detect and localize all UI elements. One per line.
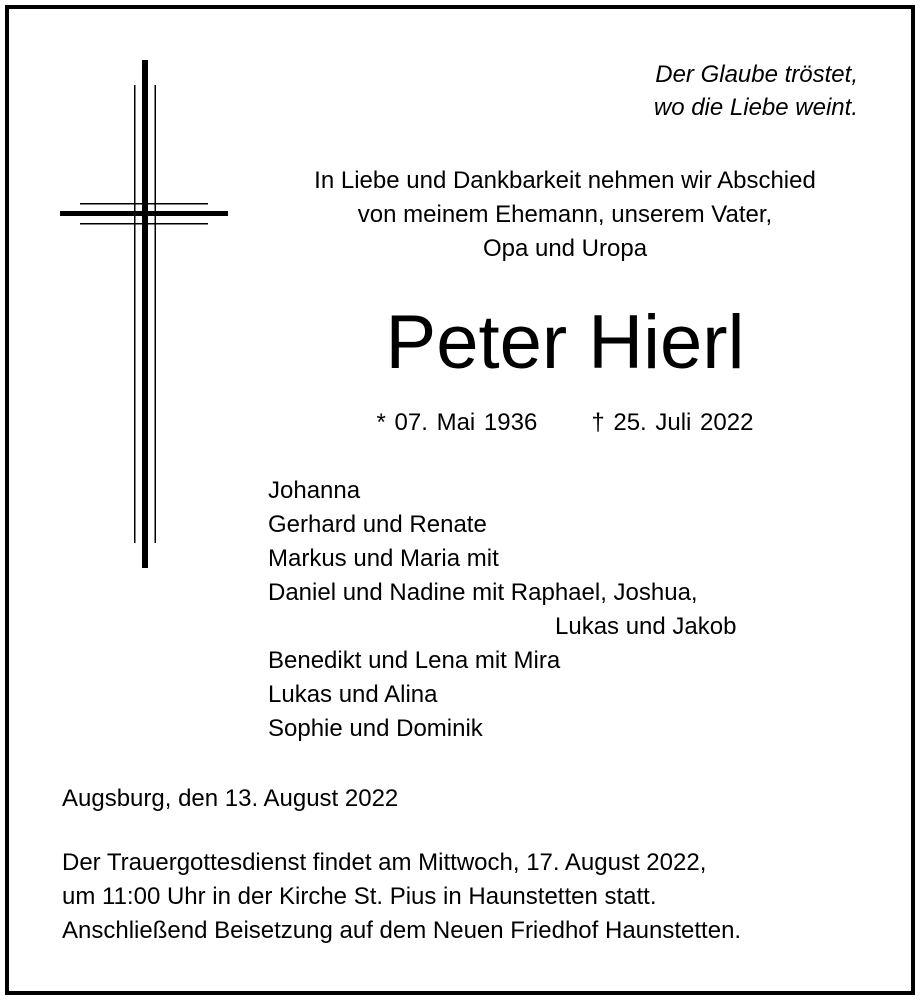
cross-icon: [58, 60, 233, 570]
family-member: Daniel und Nadine mit Raphael, Joshua,: [268, 579, 698, 606]
quote-line: Der Glaube tröstet,: [655, 61, 858, 88]
service-line: Der Trauergottesdienst findet am Mittwoch, 17. August 2022,: [62, 849, 707, 876]
birth-date: * 07. Mai 1936: [376, 409, 538, 436]
quote: [654, 58, 858, 124]
family-member: Lukas und Alina: [268, 681, 438, 708]
family-member: Johanna: [268, 477, 361, 504]
deceased-name: Peter Hierl: [385, 300, 745, 385]
intro-text: [240, 164, 890, 266]
family-member: Benedikt und Lena mit Mira: [268, 647, 561, 674]
service-line: Anschließend Beisetzung auf dem Neuen Friedhof Haunstetten.: [62, 917, 742, 944]
service-info: [62, 846, 741, 948]
intro-line: In Liebe und Dankbarkeit nehmen wir Abschied: [314, 167, 816, 194]
intro-line: Opa und Uropa: [482, 235, 648, 262]
family-list: [268, 474, 736, 746]
quote-line: wo die Liebe weint.: [653, 94, 858, 121]
family-member: Markus und Maria mit: [268, 545, 499, 572]
service-line: um 11:00 Uhr in der Kirche St. Pius in Haunstetten statt.: [62, 883, 657, 910]
place-and-date: Augsburg, den 13. August 2022: [62, 785, 399, 812]
family-member: Gerhard und Renate: [268, 511, 487, 538]
family-member: Sophie und Dominik: [268, 715, 483, 742]
death-date: † 25. Juli 2022: [591, 409, 754, 436]
family-member: Lukas und Jakob: [555, 613, 737, 640]
intro-line: von meinem Ehemann, unserem Vater,: [357, 201, 773, 228]
life-dates: [240, 406, 890, 440]
